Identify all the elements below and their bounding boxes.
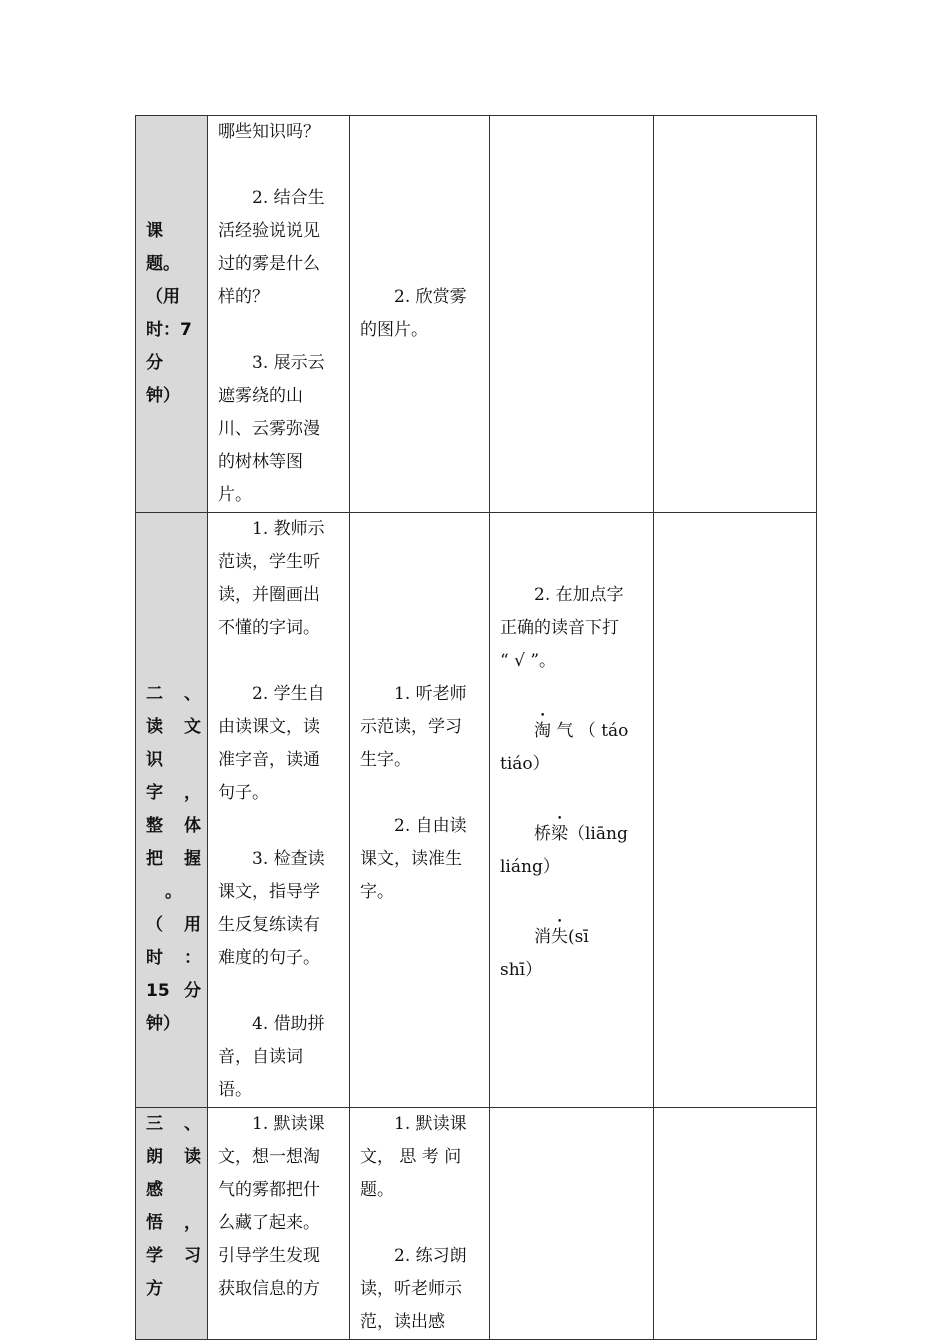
row-2-design-line: 2. 在加点字 — [500, 585, 624, 605]
row-3-stage-cell — [136, 1108, 208, 1340]
row-3-teacher-line: 获取信息的方 — [218, 1279, 320, 1299]
stage-title-segment: ， — [184, 783, 201, 803]
row-2-teacher-content — [208, 513, 349, 1107]
stage-title-segment: 把 — [146, 849, 163, 869]
row-2-teacher-line: 不懂的字词。 — [218, 618, 320, 638]
stage-title-segment: 朗 — [146, 1147, 163, 1167]
row-3-student-line: 题。 — [360, 1180, 394, 1200]
row-2-student-line — [360, 513, 481, 546]
stage-title-line — [146, 711, 201, 744]
stage-title-segment: 三 — [146, 1114, 163, 1134]
stage-title-line — [146, 1207, 201, 1240]
row-3-teacher-content — [208, 1108, 349, 1306]
stage-title-line — [146, 975, 201, 1008]
stage-title-line — [146, 876, 201, 909]
row-3-student-line: 范，读出感 — [360, 1312, 445, 1332]
row-2-design-line: 消失(sī — [500, 927, 589, 947]
table-row — [136, 513, 817, 1108]
row-2-design-line: 正确的读音下打 — [500, 618, 619, 638]
row-1-student-content — [350, 116, 489, 347]
row-3-teacher-line: 引导学生发现 — [218, 1246, 320, 1266]
stage-title-line — [146, 843, 201, 876]
row-3-student-content — [350, 1108, 489, 1339]
row-3-student-line: 文， 思 考 问 — [360, 1147, 462, 1167]
stage-title-segment: 文 — [184, 717, 201, 737]
stage-title-line — [146, 1240, 201, 1273]
row-2-student-line: 字。 — [360, 882, 394, 902]
row-2-teacher-line: 读，并圈画出 — [218, 585, 320, 605]
row-2-design-line: “ √ ”。 — [500, 651, 557, 671]
row-1-teacher-line — [218, 149, 341, 182]
stage-title-segment: 学 — [146, 1246, 163, 1266]
stage-title-segment: 体 — [184, 816, 201, 836]
row-1-teacher-line: 过的雾是什么 — [218, 254, 320, 274]
row-3-student-line: 2. 练习朗 — [360, 1246, 467, 1266]
row-3-teacher-cell — [208, 1108, 350, 1340]
lesson-plan-body — [136, 116, 817, 1340]
row-1-teacher-line — [218, 314, 341, 347]
row-3-teacher-line: 么藏了起来。 — [218, 1213, 320, 1233]
row-1-teacher-line: 活经验说说见 — [218, 221, 320, 241]
row-2-design-line: liáng） — [500, 857, 560, 877]
row-2-teacher-cell — [208, 513, 350, 1108]
row-2-design-line — [500, 546, 645, 579]
stage-title-segment: 、 — [184, 684, 201, 704]
stage-title-line — [146, 1108, 201, 1141]
row-1-teacher-line: 川、云雾弥漫 — [218, 419, 320, 439]
row-1-teacher-line: 片。 — [218, 485, 252, 505]
row-2-teacher-line — [218, 975, 341, 1008]
row-2-student-line — [360, 612, 481, 645]
stage-title-line — [146, 1008, 201, 1041]
stage-title-line — [146, 1141, 201, 1174]
stage-title-line — [146, 612, 201, 645]
row-3-student-cell — [350, 1108, 490, 1340]
row-2-teacher-line: 难度的句子。 — [218, 948, 320, 968]
stage-title-segment: 二 — [146, 684, 163, 704]
stage-title-segment: 15 — [146, 981, 170, 1001]
row-3-student-line: 1. 默读课 — [360, 1114, 467, 1134]
row-2-design-cell — [490, 513, 654, 1108]
stage-title-line — [146, 909, 201, 942]
row-1-student-line — [360, 182, 481, 215]
stage-title-segment: 钟） — [146, 386, 180, 406]
stage-title-line — [146, 942, 201, 975]
stage-title-line — [146, 1273, 201, 1306]
row-2-teacher-line: 句子。 — [218, 783, 269, 803]
stage-title-line — [146, 314, 201, 347]
row-1-teacher-cell — [208, 116, 350, 513]
row-2-student-content — [350, 513, 489, 909]
row-2-stage-cell — [136, 513, 208, 1108]
row-2-teacher-line: 音，自读词 — [218, 1047, 303, 1067]
stage-title-segment: 整 — [146, 816, 163, 836]
row-3-notes-cell — [654, 1108, 817, 1340]
stage-title-segment: 课 — [146, 221, 163, 241]
stage-title-segment: 感 — [146, 1180, 163, 1200]
row-2-teacher-line: 语。 — [218, 1080, 252, 1100]
row-2-teacher-line: 范读，学生听 — [218, 552, 320, 572]
stage-title-segment: 时 — [146, 948, 163, 968]
stage-title-line — [146, 281, 201, 314]
stage-title-line — [146, 777, 201, 810]
row-2-teacher-line: 1. 教师示 — [218, 519, 325, 539]
row-2-teacher-line: 准字音，读通 — [218, 750, 320, 770]
row-2-student-line — [360, 546, 481, 579]
row-2-design-line — [500, 884, 645, 917]
emphasis-dot-char: 失 — [551, 927, 568, 947]
row-2-teacher-line: 课文，指导学 — [218, 882, 320, 902]
table-row — [136, 1108, 817, 1340]
stage-title-segment: 握 — [184, 849, 201, 869]
stage-title-segment: 习 — [184, 1246, 201, 1266]
row-1-teacher-line: 3. 展示云 — [218, 353, 325, 373]
stage-title-segment: 时：7 — [146, 320, 192, 340]
row-1-student-line: 的图片。 — [360, 320, 428, 340]
emphasis-dot-char: 淘 — [534, 721, 551, 741]
row-2-teacher-line: 2. 学生自 — [218, 684, 325, 704]
stage-title-line — [146, 579, 201, 612]
stage-title-line — [146, 347, 201, 380]
stage-title-segment: 读 — [146, 717, 163, 737]
row-2-stage-title — [136, 579, 207, 1041]
stage-title-segment: 。 — [165, 882, 182, 902]
row-2-teacher-line: 3. 检查读 — [218, 849, 325, 869]
row-2-student-line — [360, 777, 481, 810]
stage-title-line — [146, 215, 201, 248]
stage-title-segment: 字 — [146, 783, 163, 803]
row-2-design-line — [500, 513, 645, 546]
stage-title-segment: 钟） — [146, 1014, 180, 1034]
row-2-student-line: 生字。 — [360, 750, 411, 770]
stage-title-segment: ， — [184, 1213, 201, 1233]
row-2-design-content — [490, 513, 653, 987]
lesson-plan-table — [135, 115, 817, 1340]
row-2-design-line: 桥梁（liāng — [500, 824, 628, 844]
row-3-teacher-line: 气的雾都把什 — [218, 1180, 320, 1200]
stage-title-line — [146, 678, 201, 711]
row-1-student-line: 2. 欣赏雾 — [360, 287, 467, 307]
row-2-teacher-line — [218, 810, 341, 843]
stage-title-segment: 、 — [184, 1114, 201, 1134]
row-2-student-line — [360, 645, 481, 678]
row-1-student-line — [360, 248, 481, 281]
row-2-student-cell — [350, 513, 490, 1108]
row-3-stage-title — [136, 1108, 207, 1306]
row-1-student-line — [360, 149, 481, 182]
stage-title-line — [146, 810, 201, 843]
stage-title-segment: 分 — [146, 353, 163, 373]
stage-title-segment: 悟 — [146, 1213, 163, 1233]
row-3-teacher-line: 文，想一想淘 — [218, 1147, 320, 1167]
stage-title-segment: 方 — [146, 1279, 163, 1299]
stage-title-line — [146, 248, 201, 281]
stage-title-line — [146, 380, 201, 413]
row-2-teacher-line: 由读课文，读 — [218, 717, 320, 737]
stage-title-segment: 读 — [184, 1147, 201, 1167]
stage-title-line — [146, 645, 201, 678]
row-3-student-line: 读，听老师示 — [360, 1279, 462, 1299]
row-2-design-line — [500, 781, 645, 814]
row-1-teacher-line: 哪些知识吗？ — [218, 122, 320, 142]
row-2-student-line: 课文，读准生 — [360, 849, 462, 869]
row-1-teacher-content — [208, 116, 349, 512]
row-2-student-line: 2. 自由读 — [360, 816, 467, 836]
row-2-student-line: 1. 听老师 — [360, 684, 467, 704]
row-2-student-line — [360, 579, 481, 612]
row-3-design-cell — [490, 1108, 654, 1340]
row-2-teacher-line: 4. 借助拼 — [218, 1014, 325, 1034]
row-1-student-line — [360, 116, 481, 149]
stage-title-segment: 分 — [184, 981, 201, 1001]
row-1-notes-cell — [654, 116, 817, 513]
emphasis-dot-char: 梁 — [551, 824, 568, 844]
row-3-teacher-line: 1. 默读课 — [218, 1114, 325, 1134]
row-2-teacher-line — [218, 645, 341, 678]
row-1-teacher-line: 遮雾绕的山 — [218, 386, 303, 406]
row-1-design-cell — [490, 116, 654, 513]
row-2-teacher-line: 生反复练读有 — [218, 915, 320, 935]
stage-title-segment: 题。 — [146, 254, 180, 274]
stage-title-segment: （ — [146, 915, 163, 935]
row-1-teacher-line: 2. 结合生 — [218, 188, 325, 208]
row-2-design-line: tiáo） — [500, 754, 550, 774]
row-1-student-cell — [350, 116, 490, 513]
row-2-design-line: shī） — [500, 960, 543, 980]
stage-title-line — [146, 1174, 201, 1207]
row-2-student-line: 示范读，学习 — [360, 717, 462, 737]
row-1-stage-title — [136, 215, 207, 413]
table-row — [136, 116, 817, 513]
row-1-teacher-line: 的树林等图 — [218, 452, 303, 472]
row-3-student-line — [360, 1207, 481, 1240]
row-2-design-line — [500, 678, 645, 711]
row-2-notes-cell — [654, 513, 817, 1108]
stage-title-segment: 识 — [146, 750, 163, 770]
stage-title-segment: （用 — [146, 287, 180, 307]
row-1-student-line — [360, 215, 481, 248]
row-2-design-line: 淘 气 （ táo — [534, 721, 629, 741]
stage-title-segment: 用 — [184, 915, 201, 935]
row-1-teacher-line: 样的？ — [218, 287, 269, 307]
row-1-stage-cell — [136, 116, 208, 513]
stage-title-line — [146, 744, 201, 777]
stage-title-segment: ： — [184, 948, 201, 968]
